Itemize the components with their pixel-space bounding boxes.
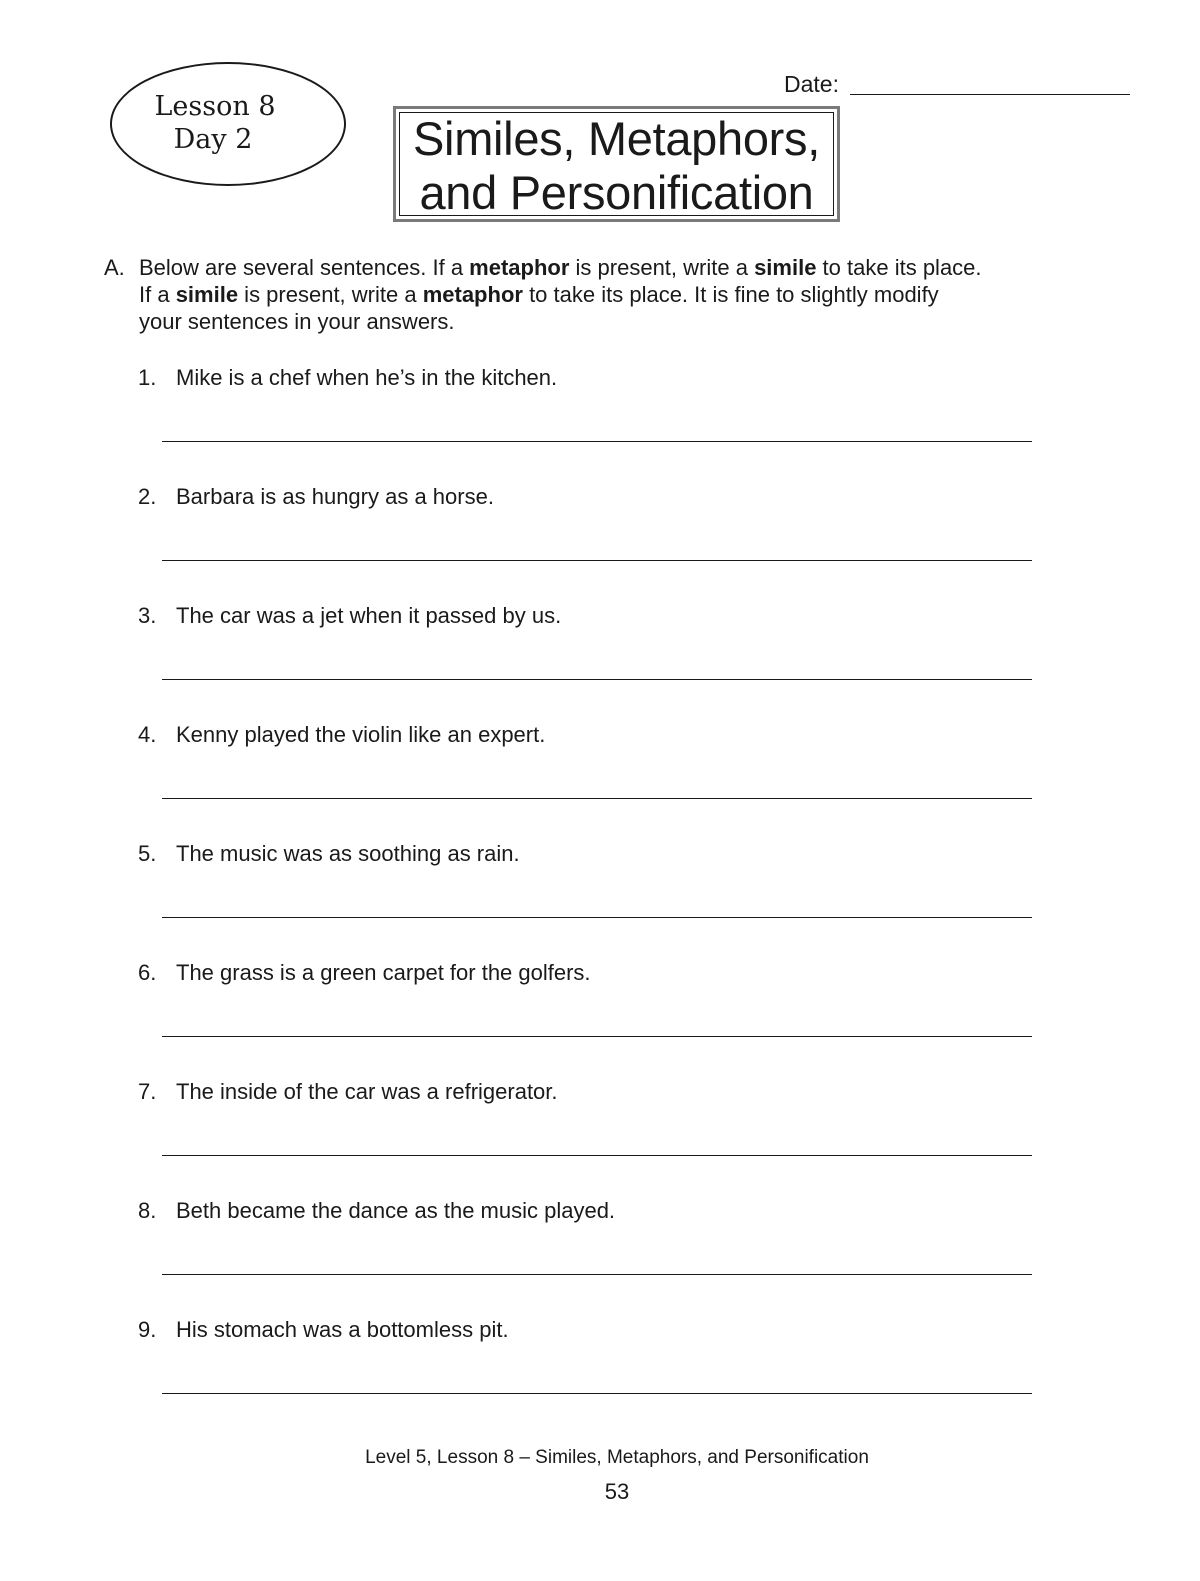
answer-line-4[interactable] — [162, 798, 1032, 799]
lesson-label: Lesson 8 — [154, 91, 276, 122]
instr-l1-t2: is present, write a — [569, 255, 755, 280]
item-number: 5. — [138, 841, 157, 866]
item-number: 2. — [138, 484, 157, 509]
instructions-line-2 — [139, 281, 1079, 308]
lesson-badge — [110, 62, 346, 186]
instr-l2-b2: metaphor — [422, 282, 523, 307]
section-label: A. — [104, 255, 125, 280]
instr-l2-t1: If a — [139, 282, 176, 307]
exercise-item-3 — [138, 602, 1038, 712]
exercise-item-2 — [138, 483, 1038, 593]
exercise-item-9 — [138, 1316, 1038, 1426]
instr-l1-t3: to take its place. — [816, 255, 982, 280]
item-number: 3. — [138, 603, 157, 628]
instr-l2-t2: is present, write a — [238, 282, 423, 307]
answer-line-2[interactable] — [162, 560, 1032, 561]
item-sentence: The inside of the car was a refrigerator. — [176, 1079, 558, 1104]
item-sentence: Kenny played the violin like an expert. — [176, 722, 546, 747]
item-number: 1. — [138, 365, 157, 390]
date-field[interactable] — [850, 94, 1130, 95]
day-label: Day 2 — [173, 124, 253, 155]
instr-l1-b2: simile — [754, 255, 817, 280]
answer-line-6[interactable] — [162, 1036, 1032, 1037]
exercise-item-1 — [138, 364, 1038, 474]
instr-l2-t3: to take its place. It is fine to slightly modify — [522, 282, 939, 307]
item-sentence: Barbara is as hungry as a horse. — [176, 484, 494, 509]
title-line-2: and Personification — [419, 166, 814, 219]
date-label: Date: — [784, 71, 839, 97]
answer-line-9[interactable] — [162, 1393, 1032, 1394]
instr-l2-b1: simile — [175, 282, 239, 307]
item-number: 7. — [138, 1079, 157, 1104]
title-line-1: Similes, Metaphors, — [413, 112, 820, 165]
exercise-item-4 — [138, 721, 1038, 831]
item-sentence: The car was a jet when it passed by us. — [176, 603, 562, 628]
page-number: 53 — [604, 1479, 630, 1504]
instr-l1-b1: metaphor — [469, 255, 570, 280]
answer-line-3[interactable] — [162, 679, 1032, 680]
exercise-item-6 — [138, 959, 1038, 1069]
item-number: 6. — [138, 960, 157, 985]
exercise-item-8 — [138, 1197, 1038, 1307]
item-sentence: His stomach was a bottomless pit. — [176, 1317, 509, 1342]
exercise-item-7 — [138, 1078, 1038, 1188]
instructions-paragraph — [139, 254, 1079, 335]
instructions-line-3: your sentences in your answers. — [139, 309, 455, 334]
item-number: 9. — [138, 1317, 157, 1342]
item-sentence: Mike is a chef when he’s in the kitchen. — [176, 365, 558, 390]
answer-line-1[interactable] — [162, 441, 1032, 442]
instructions-line-1 — [139, 254, 1079, 281]
answer-line-7[interactable] — [162, 1155, 1032, 1156]
item-number: 4. — [138, 722, 157, 747]
item-sentence: Beth became the dance as the music played. — [176, 1198, 616, 1223]
instr-l1-t1: Below are several sentences. If a — [139, 255, 470, 280]
answer-line-5[interactable] — [162, 917, 1032, 918]
exercise-item-5 — [138, 840, 1038, 950]
footer-caption: Level 5, Lesson 8 – Similes, Metaphors, and Personification — [365, 1447, 869, 1468]
item-sentence: The music was as soothing as rain. — [176, 841, 520, 866]
answer-line-8[interactable] — [162, 1274, 1032, 1275]
item-sentence: The grass is a green carpet for the golfers. — [176, 960, 591, 985]
item-number: 8. — [138, 1198, 157, 1223]
title-box — [393, 106, 840, 222]
